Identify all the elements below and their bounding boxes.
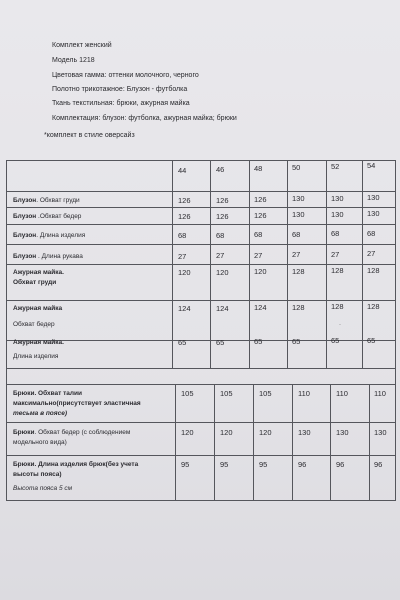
cell: 126 <box>254 211 267 220</box>
cell: 128 <box>331 266 344 275</box>
size-table <box>6 160 396 500</box>
row-label-blouse-hips: Блузон .Обхват бедер <box>13 213 82 220</box>
cell: 110 <box>374 389 386 398</box>
cell: 27 <box>292 250 301 259</box>
oversize-note: *комплект в стиле оверсайз <box>44 132 135 139</box>
row-label-lace-top-length: Ажурная майка. Длина изделия <box>13 339 64 360</box>
cell: 27 <box>331 250 340 259</box>
cell: 120 <box>254 267 267 276</box>
cell: 126 <box>216 196 229 205</box>
cell: 126 <box>178 196 191 205</box>
cell: 65 <box>254 337 263 346</box>
cell: 126 <box>178 212 191 221</box>
cell: 68 <box>216 231 225 240</box>
cell: 130 <box>336 428 349 437</box>
cell: 130 <box>298 428 311 437</box>
cell: 120 <box>259 428 272 437</box>
cell: 27 <box>254 251 263 260</box>
cell: 68 <box>367 229 376 238</box>
row-label-pants-length: Брюки. Длина изделия брюк(без учета высоты пояса) Высота пояса 5 см <box>13 461 139 492</box>
cell: 120 <box>178 268 191 277</box>
cell: 105 <box>220 389 233 398</box>
cell: 128 <box>367 266 380 275</box>
row-label-blouse-length: Блузон. Длина изделия <box>13 232 86 239</box>
cell: 27 <box>216 251 225 260</box>
cell: 68 <box>178 231 187 240</box>
cell: 95 <box>220 460 229 469</box>
cell: 96 <box>374 460 383 469</box>
textile-fabric: Ткань текстильная: брюки, ажурная майка <box>52 100 190 107</box>
cell: 96 <box>298 460 307 469</box>
cell: 130 <box>292 194 305 203</box>
set-composition: Комплектация: блузон: футболка, ажурная майка; брюки <box>52 115 237 122</box>
speck: · <box>339 322 341 328</box>
cell: 126 <box>216 212 229 221</box>
cell: 65 <box>331 336 340 345</box>
knit-fabric: Полотно трикотажное: Блузон - футболка <box>52 86 188 93</box>
cell: 65 <box>292 337 301 346</box>
cell: 65 <box>178 338 187 347</box>
cell: 65 <box>367 336 376 345</box>
cell: 105 <box>181 389 194 398</box>
cell: 130 <box>367 209 380 218</box>
size-header-54: 54 <box>367 161 376 170</box>
cell: 68 <box>292 230 301 239</box>
cell: 130 <box>367 193 380 202</box>
cell: 128 <box>292 267 305 276</box>
size-header-50: 50 <box>292 163 301 172</box>
cell: 105 <box>259 389 272 398</box>
row-label-pants-hips: Брюки. Обхват бедер (с соблюдением модельного вида) <box>13 429 131 446</box>
size-header-48: 48 <box>254 164 263 173</box>
cell: 110 <box>336 389 348 398</box>
doc-title: Комплект женский <box>52 42 112 49</box>
size-header-52: 52 <box>331 162 340 171</box>
cell: 68 <box>254 230 263 239</box>
cell: 68 <box>331 229 340 238</box>
cell: 27 <box>367 249 376 258</box>
cell: 130 <box>292 210 305 219</box>
row-label-pants-waist: Брюки. Обхват талии максимально(присутствует эластичная тесьма в поясе) <box>13 390 141 417</box>
cell: 95 <box>181 460 190 469</box>
cell: 65 <box>216 338 225 347</box>
cell: 27 <box>178 252 187 261</box>
cell: 95 <box>259 460 268 469</box>
cell: 128 <box>367 302 380 311</box>
cell: 120 <box>216 268 229 277</box>
cell: 130 <box>374 428 387 437</box>
row-label-lace-top-chest: Ажурная майка. Обхват груди <box>13 269 64 286</box>
cell: 120 <box>220 428 233 437</box>
cell: 96 <box>336 460 345 469</box>
row-label-lace-top-hips: Ажурная майка Обхват бедер <box>13 305 63 328</box>
color-range: Цветовая гамма: оттенки молочного, черного <box>52 72 199 79</box>
cell: 130 <box>331 194 344 203</box>
cell: 128 <box>292 303 305 312</box>
cell: 124 <box>254 303 267 312</box>
row-label-blouse-sleeve: Блузон . Длина рукава <box>13 253 83 260</box>
cell: 128 <box>331 302 344 311</box>
cell: 120 <box>181 428 194 437</box>
row-label-blouse-chest: Блузон. Обхват груди <box>13 197 80 204</box>
cell: 110 <box>298 389 310 398</box>
cell: 124 <box>178 304 191 313</box>
size-header-44: 44 <box>178 166 187 175</box>
size-header-46: 46 <box>216 165 225 174</box>
cell: 130 <box>331 210 344 219</box>
cell: 126 <box>254 195 267 204</box>
model-number: Модель 1218 <box>52 57 95 64</box>
cell: 124 <box>216 304 229 313</box>
